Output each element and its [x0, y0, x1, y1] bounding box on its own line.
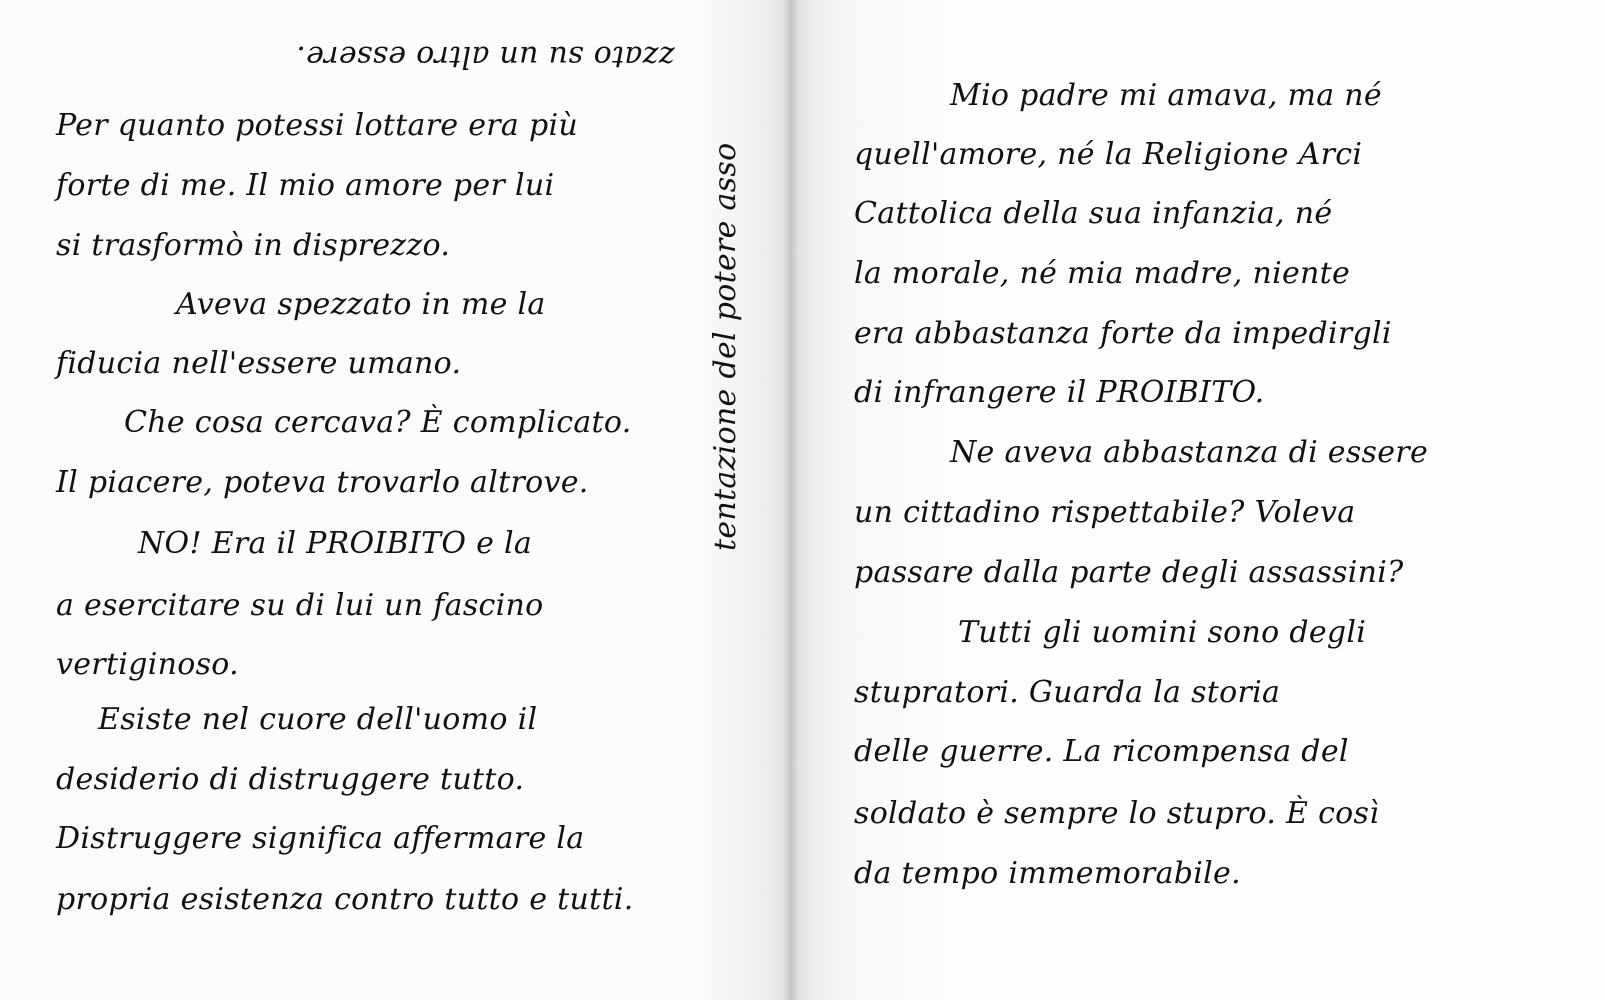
text-line: da tempo immemorabile. — [854, 856, 1241, 891]
text-line: fiducia nell'essere umano. — [56, 346, 462, 381]
text-line: Aveva spezzato in me la — [176, 287, 546, 322]
text-line: passare dalla parte degli assassini? — [854, 555, 1404, 590]
text-line: Mio padre mi amava, ma né — [950, 78, 1382, 113]
text-line: un cittadino rispettabile? Voleva — [854, 495, 1356, 530]
text-line: Ne aveva abbastanza di essere — [950, 435, 1428, 470]
text-line: stupratori. Guarda la storia — [854, 675, 1281, 710]
text-line: propria esistenza contro tutto e tutti. — [56, 882, 634, 917]
text-line: desiderio di distruggere tutto. — [56, 762, 525, 797]
curved-text-top: zzato su un altro essere. — [296, 39, 675, 74]
book-gutter — [782, 0, 798, 1000]
text-line: la morale, né mia madre, niente — [854, 256, 1351, 291]
text-line: Tutti gli uomini sono degli — [958, 615, 1367, 650]
text-line: era abbastanza forte da impedirgli — [854, 316, 1392, 351]
text-line: forte di me. Il mio amore per lui — [56, 168, 555, 203]
text-line: vertiginoso. — [56, 647, 239, 682]
text-line: quell'amore, né la Religione Arci — [854, 137, 1363, 172]
text-line: Il piacere, poteva trovarlo altrove. — [56, 465, 589, 500]
text-line: a esercitare su di lui un fascino — [56, 588, 544, 623]
text-line: si trasformò in disprezzo. — [56, 228, 451, 263]
text-line: Esiste nel cuore dell'uomo il — [98, 702, 538, 737]
text-line: Cattolica della sua infanzia, né — [854, 196, 1333, 231]
text-line: Che cosa cercava? È complicato. — [124, 405, 632, 440]
text-line: soldato è sempre lo stupro. È così — [854, 796, 1380, 831]
text-line: di infrangere il PROIBITO. — [854, 375, 1265, 410]
text-line: delle guerre. La ricompensa del — [854, 734, 1349, 769]
left-page — [0, 0, 790, 1000]
text-line: Per quanto potessi lottare era più — [56, 108, 578, 143]
curved-text-side: tentazione del potere asso — [708, 142, 743, 551]
text-line: NO! Era il PROIBITO e la — [138, 526, 533, 561]
right-page — [790, 0, 1605, 1000]
text-line: Distruggere significa affermare la — [56, 821, 585, 856]
